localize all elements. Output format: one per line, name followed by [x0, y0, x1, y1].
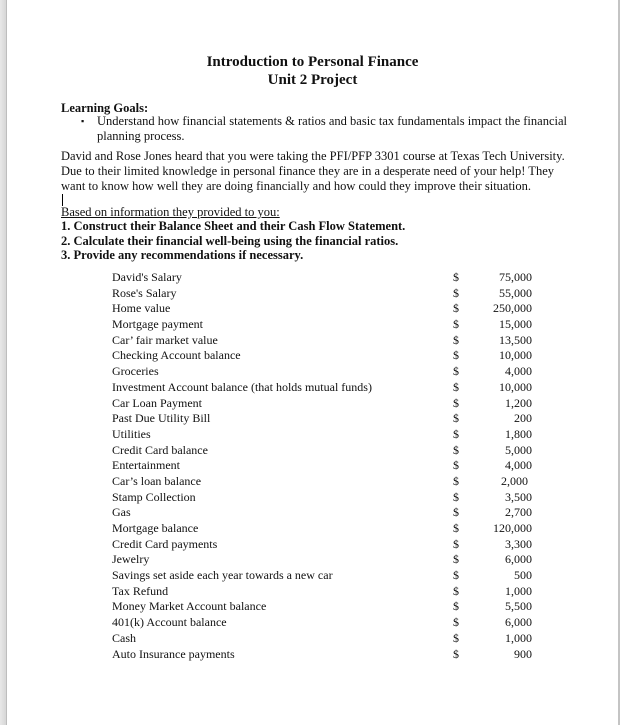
item-amount: 2,700	[505, 505, 532, 520]
item-currency: $	[453, 552, 459, 567]
item-amount: 10,000	[499, 379, 532, 394]
item-label: Mortgage payment	[112, 317, 203, 332]
item-amount: 10,000	[499, 348, 532, 363]
item-label: Cash	[112, 630, 136, 645]
item-amount: 1,200	[505, 395, 532, 410]
item-currency: $	[453, 568, 459, 583]
item-amount: 4,000	[505, 364, 532, 379]
item-currency: $	[453, 348, 459, 363]
item-amount: 1,000	[505, 583, 532, 598]
item-currency: $	[453, 615, 459, 630]
item-row	[112, 490, 532, 506]
item-label: Tax Refund	[112, 583, 169, 598]
item-label: Credit Card payments	[112, 536, 218, 551]
item-row	[112, 584, 532, 600]
item-currency: $	[453, 630, 459, 645]
item-row	[112, 552, 532, 568]
task-3: 3. Provide any recommendations if necessary.	[61, 248, 304, 262]
item-amount: 200	[514, 411, 532, 426]
item-row	[112, 270, 532, 286]
item-currency: $	[453, 583, 459, 598]
item-label: Money Market Account balance	[112, 599, 267, 614]
item-currency: $	[453, 379, 459, 394]
item-label: Savings set aside each year towards a new car	[112, 568, 333, 583]
item-label: Gas	[112, 505, 131, 520]
item-amount: 3,500	[505, 489, 532, 504]
item-amount: 15,000	[499, 317, 532, 332]
item-currency: $	[453, 317, 459, 332]
item-currency: $	[453, 473, 459, 488]
item-row	[112, 286, 532, 302]
item-label: Stamp Collection	[112, 489, 196, 504]
item-amount: 120,000	[493, 521, 532, 535]
document-subtitle: Unit 2 Project	[267, 72, 358, 88]
task-1: 1. Construct their Balance Sheet and their Cash Flow Statement.	[61, 219, 406, 233]
bullet-square-icon: ▪	[81, 116, 85, 126]
item-row	[112, 474, 532, 490]
item-currency: $	[453, 599, 459, 614]
item-currency: $	[453, 521, 459, 535]
item-label: Car Loan Payment	[112, 395, 202, 410]
item-amount: 4,000	[505, 458, 532, 473]
item-currency: $	[453, 364, 459, 379]
item-amount: 13,500	[499, 332, 532, 347]
item-row	[112, 458, 532, 474]
item-row	[112, 505, 532, 521]
item-label: Checking Account balance	[112, 348, 241, 363]
item-amount: 6,000	[505, 552, 532, 567]
item-label: Home value	[112, 301, 171, 316]
document-title: Introduction to Personal Finance	[206, 54, 419, 70]
document-page	[7, 0, 618, 725]
item-currency: $	[453, 301, 459, 316]
item-amount: 55,000	[499, 285, 532, 300]
item-row	[112, 647, 532, 663]
item-amount: 1,800	[505, 426, 532, 441]
item-row	[112, 301, 532, 317]
item-row	[112, 364, 532, 380]
item-label: Auto Insurance payments	[112, 646, 235, 661]
item-row	[112, 348, 532, 364]
item-currency: $	[453, 411, 459, 426]
learning-goals-heading: Learning Goals:	[61, 101, 149, 115]
item-label: Car’s loan balance	[112, 473, 202, 488]
item-currency: $	[453, 426, 459, 441]
item-currency: $	[453, 536, 459, 551]
item-label: Utilities	[112, 426, 151, 441]
item-currency: $	[453, 505, 459, 520]
item-currency: $	[453, 332, 459, 347]
task-2: 2. Calculate their financial well-being using the financial ratios.	[61, 234, 399, 248]
intro-paragraph: David and Rose Jones heard that you were taking the PFI/PFP 3301 course at Texas Tech University. Due to their limited knowledge in personal finance they are in a desperate need of your help! They want to know how well they are doing financially and how could they improve their situation.	[61, 149, 565, 193]
item-currency: $	[453, 285, 459, 300]
page-left-edge	[0, 0, 7, 725]
item-currency: $	[453, 458, 459, 473]
item-row	[112, 615, 532, 631]
item-label: 401(k) Account balance	[112, 615, 227, 630]
item-amount: 5,500	[505, 599, 532, 614]
item-label: Car’ fair market value	[112, 332, 218, 347]
item-currency: $	[453, 489, 459, 504]
item-row	[112, 411, 532, 427]
item-row	[112, 317, 532, 333]
item-label: Groceries	[112, 364, 159, 379]
item-row	[112, 380, 532, 396]
based-on-heading: Based on information they provided to you:	[61, 205, 280, 219]
item-amount: 1,000	[505, 630, 532, 645]
item-row	[112, 396, 532, 412]
item-row	[112, 599, 532, 615]
item-label: Investment Account balance (that holds mutual funds)	[112, 379, 372, 394]
item-currency: $	[453, 395, 459, 410]
item-amount: 5,000	[505, 442, 532, 457]
item-currency: $	[453, 442, 459, 457]
item-label: David's Salary	[112, 270, 182, 284]
item-label: Entertainment	[112, 458, 180, 473]
item-currency: $	[453, 270, 459, 284]
learning-goal-item: Understand how financial statements & ratios and basic tax fundamentals impact the financial planning process.	[97, 114, 567, 143]
item-amount: 500	[514, 568, 532, 583]
item-row	[112, 631, 532, 647]
item-amount: 900	[514, 646, 532, 661]
item-amount: 75,000	[499, 270, 532, 284]
item-row	[112, 333, 532, 349]
item-amount: 6,000	[505, 615, 532, 630]
item-row	[112, 568, 532, 584]
item-label: Credit Card balance	[112, 442, 208, 457]
item-row	[112, 443, 532, 459]
financial-items-list	[112, 270, 532, 662]
item-row	[112, 537, 532, 553]
item-amount: 2,000	[501, 473, 528, 488]
item-amount: 3,300	[505, 536, 532, 551]
item-label: Past Due Utility Bill	[112, 411, 211, 426]
item-row	[112, 427, 532, 443]
item-label: Mortgage balance	[112, 521, 199, 535]
item-amount: 250,000	[493, 301, 532, 316]
item-label: Jewelry	[112, 552, 150, 567]
item-currency: $	[453, 646, 459, 661]
item-label: Rose's Salary	[112, 285, 177, 300]
item-row	[112, 521, 532, 537]
